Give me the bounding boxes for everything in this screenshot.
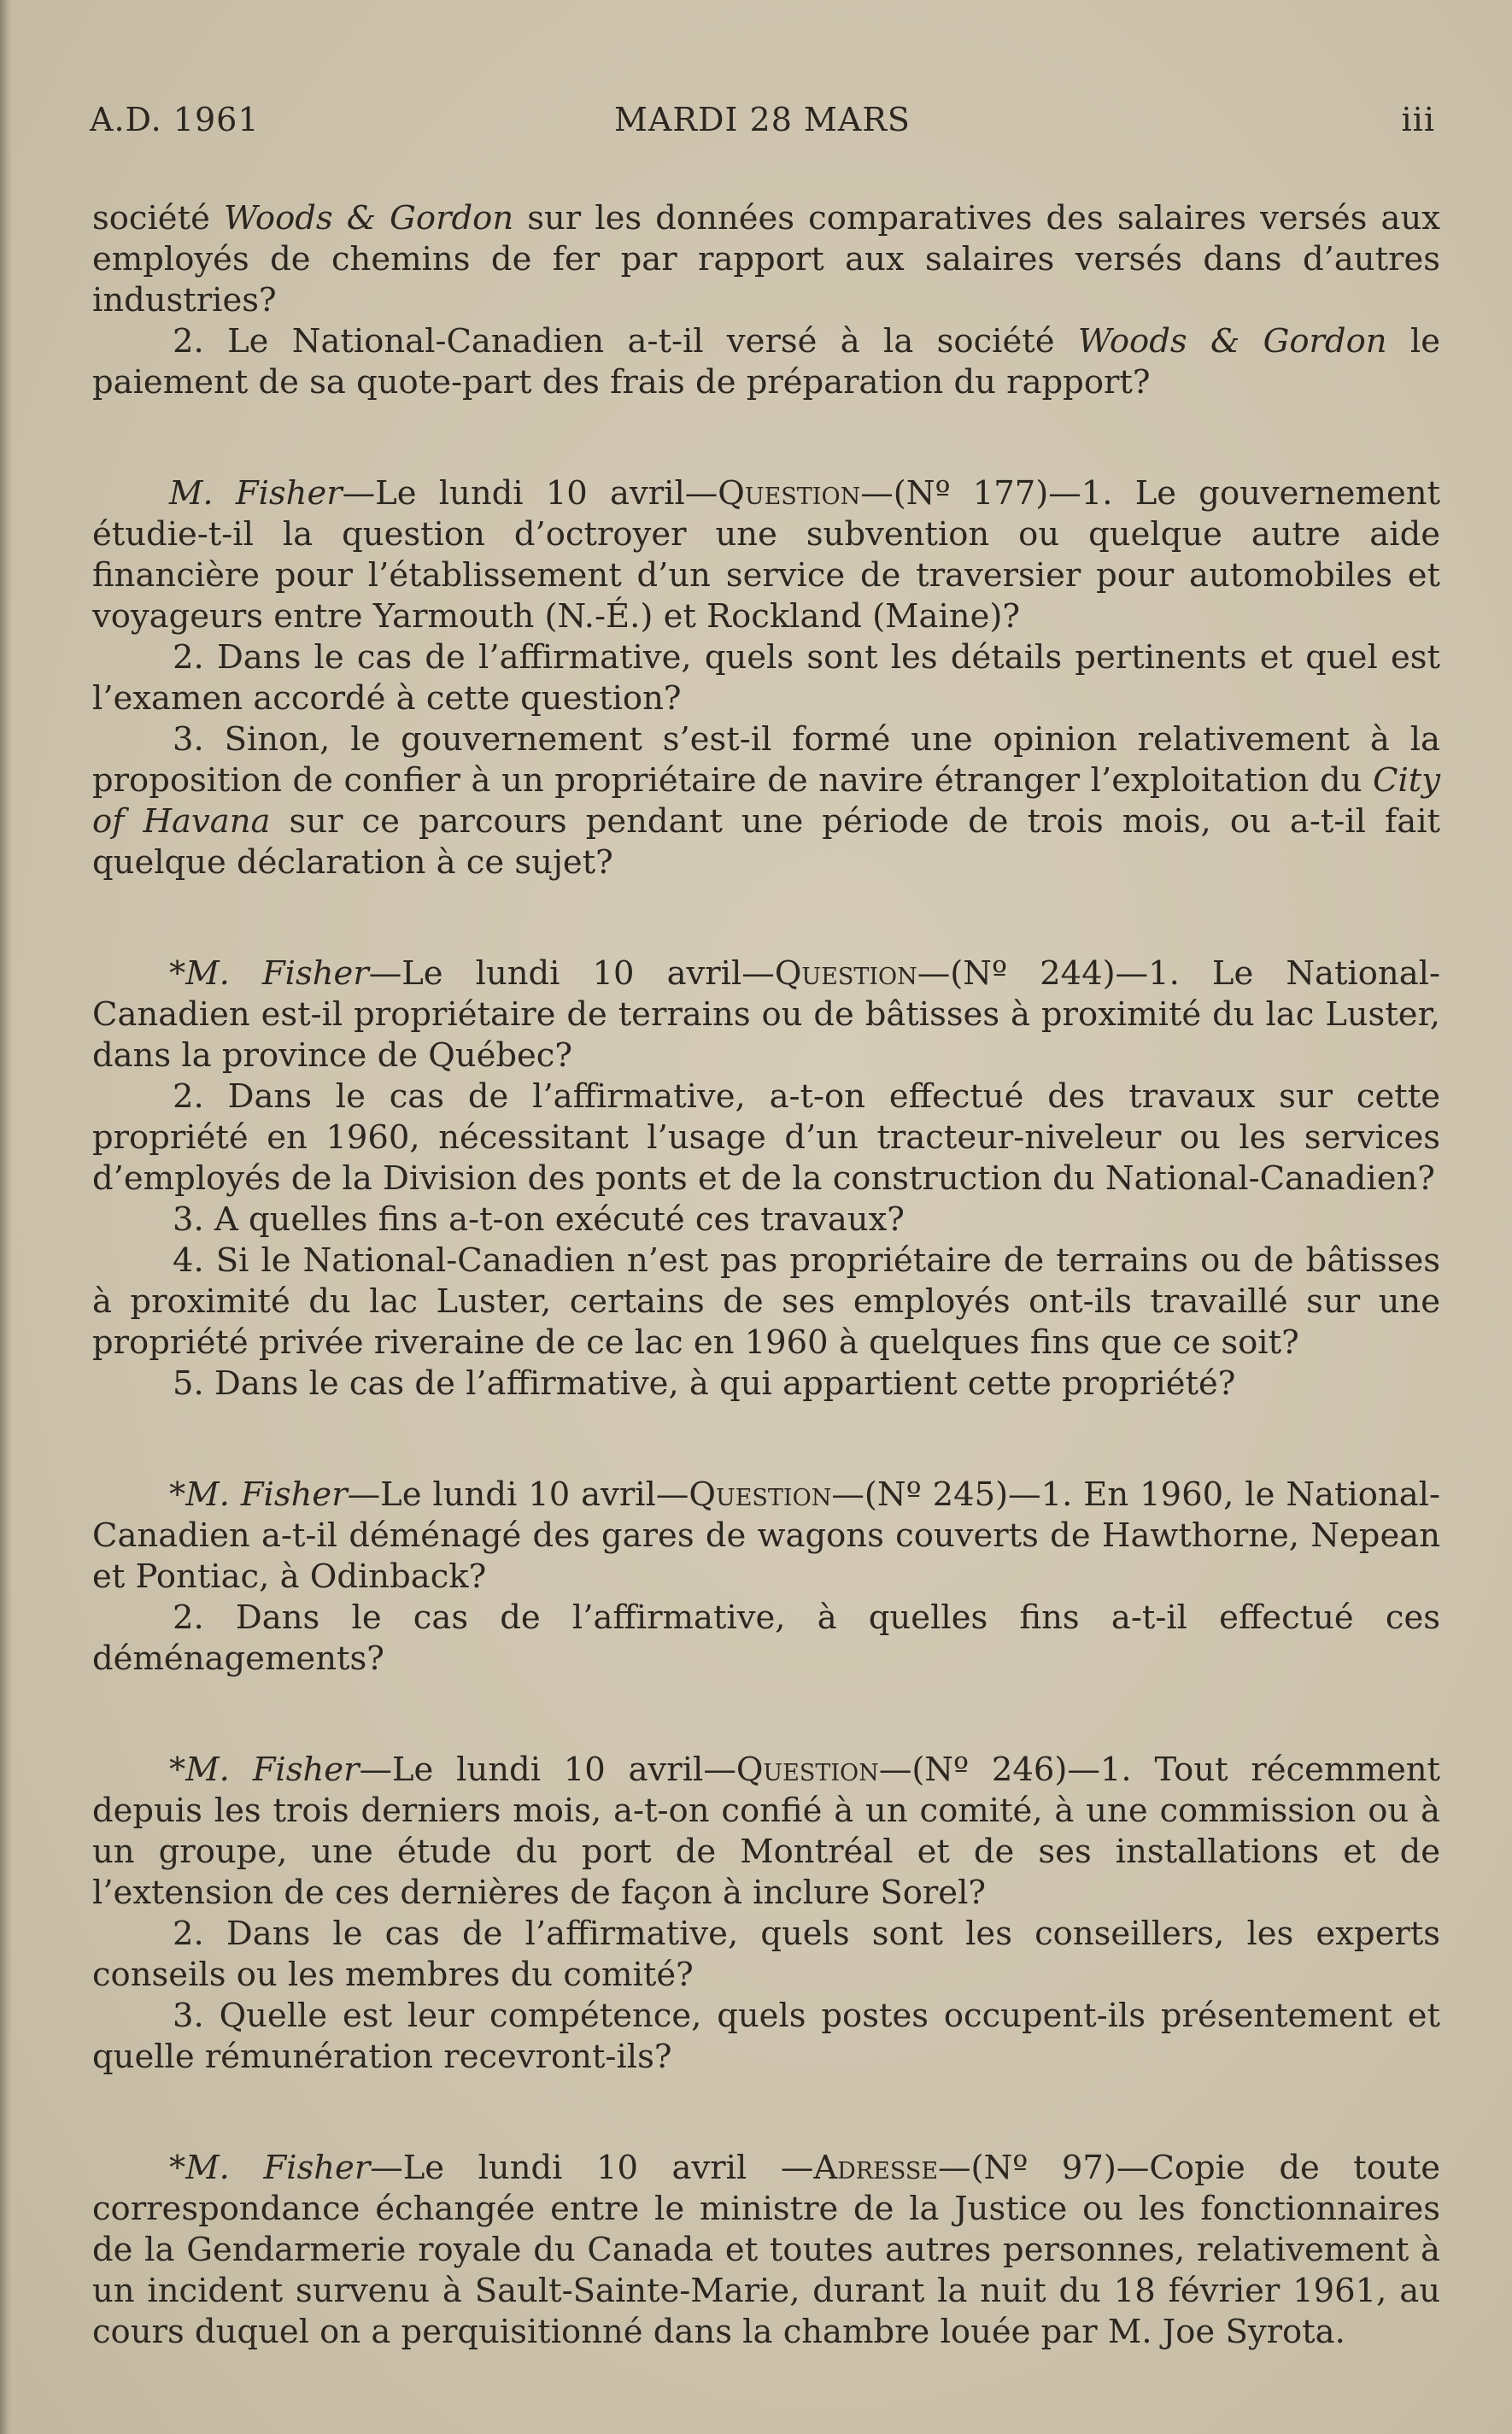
question-177-item-1: M. Fisher—Le lundi 10 avril—Question—(Nº 177)—1. Le gouvernement étudie-t-il la question d’octroyer une subvention ou quelque autre aide financière pour l’établissement d’un service de traversier pour automobiles et voyageurs entre Yarmouth (N.-É.) et Rockland (Maine)? (92, 474, 1440, 636)
question-244 (92, 953, 1440, 1405)
header-year: A.D. 1961 (90, 101, 260, 138)
question-244-item-4: 4. Si le National-Canadien n’est pas propriétaire de terrains ou de bâtisses à proximité du lac Luster, certains de ses employés ont-ils travaillé sur une propriété privée riveraine de ce lac en 1960 à quelques fins que ce soit? (92, 1241, 1440, 1362)
question-244-item-3: 3. A quelles fins a-t-on exécuté ces travaux? (173, 1200, 905, 1239)
member-name: *M. Fisher (169, 954, 369, 993)
question-246 (92, 1750, 1440, 2078)
member-name: *M. Fisher (169, 1751, 360, 1789)
question-246-item-2: 2. Dans le cas de l’affirmative, quels sont les conseillers, les experts conseils ou les membres du comité? (92, 1915, 1440, 1994)
question-244-item-2: 2. Dans le cas de l’affirmative, a-t-on effectué des travaux sur cette propriété en 1960, nécessitant l’usage d’un tracteur-niveleur ou les services d’employés de la Division des ponts et de la construction du National-Canadien? (92, 1077, 1440, 1198)
page-content (92, 198, 1440, 2353)
address-97-text: *M. Fisher—Le lundi 10 avril —Adresse—(Nº 97)—Copie de toute correspondance échangée entre le ministre de la Justice ou les fonctionnaires de la Gendarmerie royale du Canada et toutes autres personnes, relativement à un incident survenu à Sault-Sainte-Marie, durant la nuit du 18 février 1961, au cours duquel on a perquisitionné dans la chambre louée par M. Joe Syrota. (92, 2149, 1441, 2351)
header-page-number: iii (1401, 101, 1435, 138)
entry-kind: Adresse (813, 2149, 939, 2187)
question-245-item-1: *M. Fisher—Le lundi 10 avril—Question—(Nº 245)—1. En 1960, le National-Canadien a-t-il déménagé des gares de wagons couverts de Hawthorne, Nepean et Pontiac, à Odinback? (92, 1475, 1440, 1596)
question-244-item-5: 5. Dans le cas de l’affirmative, à qui appartient cette propriété? (173, 1364, 1236, 1403)
member-name: M. Fisher (169, 474, 343, 513)
entry-kind: Question (689, 1475, 832, 1514)
header-date: MARDI 28 MARS (614, 101, 911, 138)
page-spine-shadow (0, 0, 12, 2434)
intro-paragraph-2: 2. Le National-Canadien a-t-il versé à la société Woods & Gordon le paiement de sa quote-part des frais de préparation du rapport? (92, 322, 1440, 402)
member-name: *M. Fisher (169, 1475, 348, 1514)
entry-kind: Question (735, 1751, 879, 1789)
question-177 (92, 473, 1440, 883)
intro-paragraph-1: société Woods & Gordon sur les données comparatives des salaires versés aux employés de chemins de fer par rapport aux salaires versés dans d’autres industries? (92, 199, 1440, 320)
question-244-item-1: *M. Fisher—Le lundi 10 avril—Question—(Nº 244)—1. Le National-Canadien est-il propriétaire de terrains ou de bâtisses à proximité du lac Luster, dans la province de Québec? (92, 954, 1440, 1075)
question-246-item-3: 3. Quelle est leur compétence, quels postes occupent-ils présentement et quelle rémunération recevront-ils? (92, 1997, 1440, 2076)
question-177-item-2: 2. Dans le cas de l’affirmative, quels sont les détails pertinents et quel est l’examen accordé à cette question? (92, 638, 1440, 718)
entry-kind: Question (774, 954, 917, 993)
question-245-item-2: 2. Dans le cas de l’affirmative, à quelles fins a-t-il effectué ces déménagements? (92, 1598, 1440, 1678)
address-97 (92, 2148, 1440, 2353)
question-246-item-1: *M. Fisher—Le lundi 10 avril—Question—(Nº 246)—1. Tout récemment depuis les trois derniers mois, a-t-on confié à un comité, à une commission ou à un groupe, une étude du port de Montréal et de ses installations et de l’extension de ces dernières de façon à inclure Sorel? (92, 1751, 1441, 1912)
question-177-item-3: 3. Sinon, le gouvernement s’est-il formé une opinion relativement à la proposition de confier à un propriétaire de navire étranger l’exploitation du City of Havana sur ce parcours pendant une période de trois mois, ou a-t-il fait quelque déclaration à ce sujet? (92, 720, 1440, 882)
member-name: *M. Fisher (169, 2149, 371, 2187)
question-245 (92, 1475, 1440, 1680)
entry-kind: Question (718, 474, 861, 513)
intro-continuation (92, 198, 1440, 403)
